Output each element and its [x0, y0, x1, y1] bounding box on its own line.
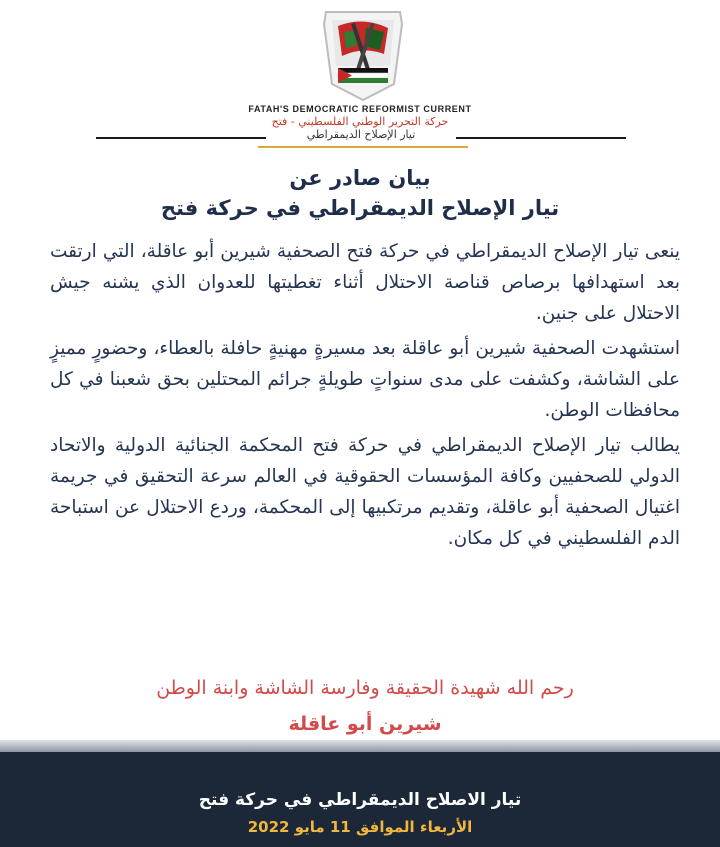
header-divider [96, 128, 626, 146]
footer-org-name: تيار الاصلاح الديمقراطي في حركة فتح [198, 790, 522, 810]
statement-title-line1: بيان صادر عن [289, 166, 431, 190]
footer-accent-band [0, 740, 720, 752]
closing-prayer [50, 670, 680, 742]
body-paragraph: يطالب تيار الإصلاح الديمقراطي في حركة فتح المحكمة الجنائية الدولية والاتحاد الدولي للصحفيين وكافة المؤسسات الحقوقية في العالم سرعة التحقيق في جريمة اغتيال الصحفية أبو عاقلة، وتقديم مرتكبيها إلى المحكمة، وردع الاحتلال عن استباحة الدم الفلسطيني في كل مكان. [50, 435, 680, 549]
body-paragraph: ينعى تيار الإصلاح الديمقراطي في حركة فتح الصحفية شيرين أبو عاقلة، التي ارتقت بعد استهدافها برصاص قناصة الاحتلال أثناء تغطيتها للعدوان الذي يشنه جيش الاحتلال على جنين. [50, 241, 680, 324]
gold-underline [258, 146, 468, 148]
footer-date: الأربعاء الموافق 11 مايو 2022 [247, 818, 473, 836]
divider-line-left [96, 137, 266, 139]
statement-body [50, 236, 680, 558]
divider-line-right [456, 137, 626, 139]
closing-line: رحم الله شهيدة الحقيقة وفارسة الشاشة وابنة الوطن [156, 677, 574, 699]
statement-title-line2: تيار الإصلاح الديمقراطي في حركة فتح [160, 196, 560, 220]
org-subtitle-arabic: تيار الإصلاح الديمقراطي [306, 128, 416, 141]
fatah-emblem-logo [318, 6, 408, 102]
body-paragraph: استشهدت الصحفية شيرين أبو عاقلة بعد مسيرةٍ مهنيةٍ حافلة بالعطاء، وحضورٍ مميزٍ على الشاشة، وكشفت على مدى سنواتٍ طويلةٍ جرائم المحتلين بحق شعبنا في كل محافظات الوطن. [50, 338, 680, 421]
closing-name: شيرين أبو عاقلة [288, 713, 442, 735]
org-name-english: FATAH'S DEMOCRATIC REFORMIST CURRENT [248, 104, 472, 114]
org-name-arabic: حركة التحرير الوطني الفلسطيني - فتح [271, 115, 449, 128]
